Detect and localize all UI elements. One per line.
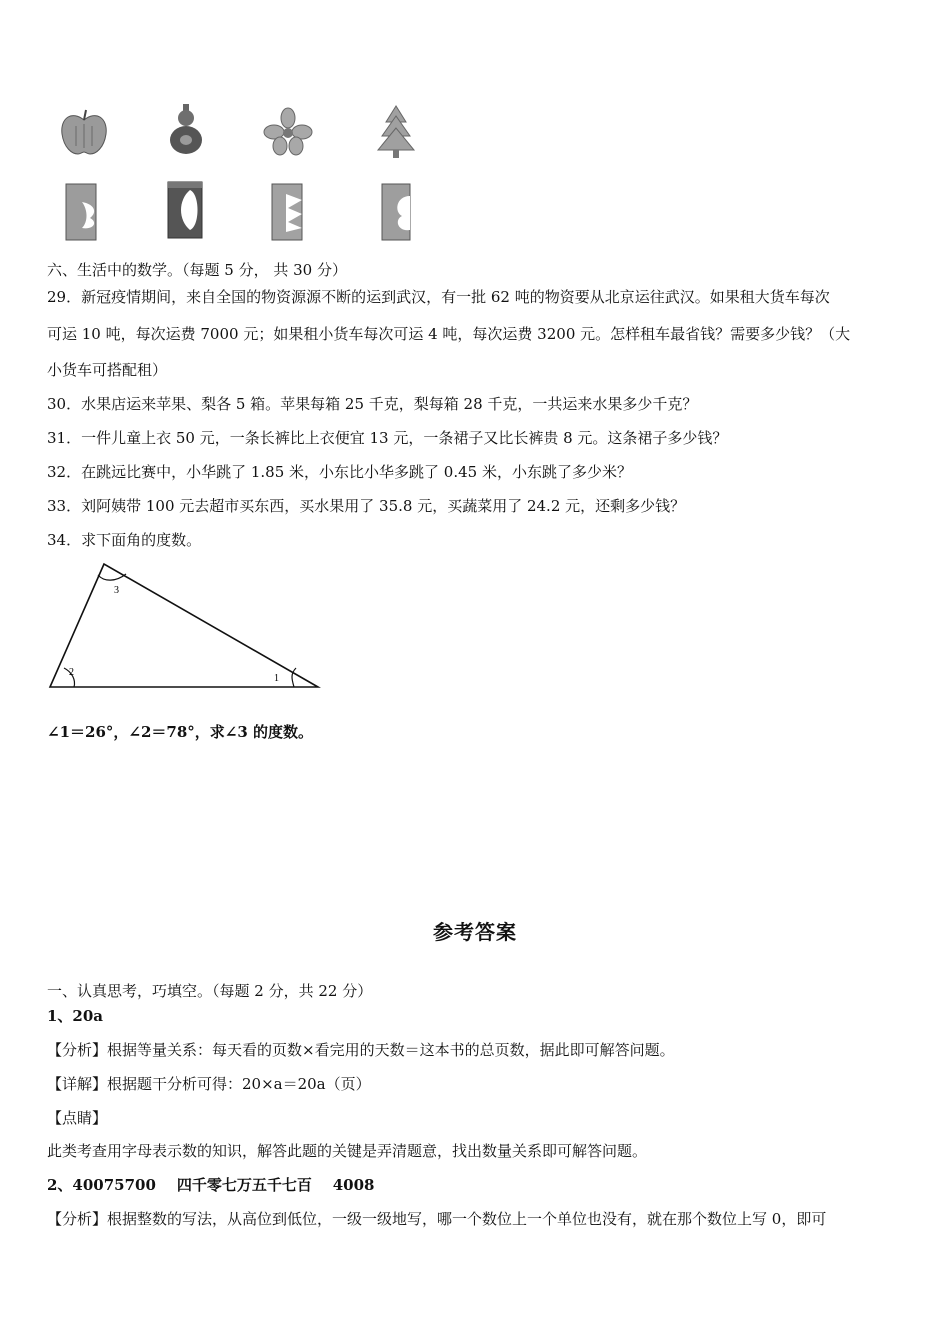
cutout-card-3 (266, 182, 318, 242)
question-30: 30．水果店运来苹果、梨各 5 箱。苹果每箱 25 千克，梨每箱 28 千克，一共运来水果多少千克？ (47, 395, 698, 413)
angle-2-label: 2 (69, 667, 74, 678)
gourd-icon (160, 102, 212, 162)
section-heading: 六、生活中的数学。（每题 5 分， 共 30 分） (47, 261, 347, 279)
angle-3-label: 3 (114, 585, 119, 596)
question-31: 31．一件儿童上衣 50 元，一条长裤比上衣便宜 13 元，一条裙子又比长裤贵 8 元。这条裙子多少钱？ (47, 429, 728, 447)
answer-1-comment: 此类考查用字母表示数的知识，解答此题的关键是弄清题意，找出数量关系即可解答问题。 (47, 1142, 648, 1160)
cutout-card-2 (160, 180, 212, 240)
answer-2-analysis: 【分析】根据整数的写法，从高位到低位，一级一级地写，哪一个数位上一个单位也没有，就在那个数位上写 0，即可 (47, 1210, 827, 1228)
flower-icon (262, 104, 314, 164)
cutout-card-1 (60, 182, 112, 242)
angle-1-arc (292, 668, 296, 687)
figure-grid (48, 98, 448, 246)
angle-1-label: 1 (274, 673, 279, 684)
triangle-figure (44, 560, 328, 694)
question-33: 33．刘阿姨带 100 元去超市买东西，买水果用了 35.8 元，买蔬菜用了 24.2 元，还剩多少钱？ (47, 497, 686, 515)
answers-section-heading: 一、认真思考，巧填空。（每题 2 分，共 22 分） (47, 982, 373, 1000)
answer-2: 2、40075700 四千零七万五千七百 4008 (47, 1176, 375, 1194)
question-32: 32．在跳远比赛中，小华跳了 1.85 米，小东比小华多跳了 0.45 米，小东跳了多少米？ (47, 463, 632, 481)
answers-title: 参考答案 (433, 920, 517, 944)
question-29-line-3: 小货车可搭配租） (47, 361, 168, 379)
apple-icon (58, 104, 110, 164)
answer-1-detail: 【详解】根据题干分析可得：20×a＝20a（页） (47, 1075, 371, 1093)
question-29-line-1: 29．新冠疫情期间，来自全国的物资源源不断的运到武汉，有一批 62 吨的物资要从北京运往武汉。如果租大货车每次 (47, 288, 830, 306)
answer-1-comment-label: 【点睛】 (47, 1109, 108, 1127)
cutout-card-4 (376, 182, 428, 242)
answer-1-analysis: 【分析】根据等量关系：每天看的页数×看完用的天数＝这本书的总页数，据此即可解答问题。 (47, 1041, 675, 1059)
question-29-line-2: 可运 10 吨，每次运费 7000 元；如果租小货车每次可运 4 吨，每次运费 3200 元。怎样租车最省钱？需要多少钱？（大 (47, 325, 851, 343)
question-34: 34．求下面角的度数。 (47, 531, 202, 549)
tree-icon (370, 104, 422, 164)
question-34-condition: ∠1＝26°，∠2＝78°，求∠3 的度数。 (47, 723, 313, 741)
answer-1: 1、20a (47, 1007, 104, 1025)
